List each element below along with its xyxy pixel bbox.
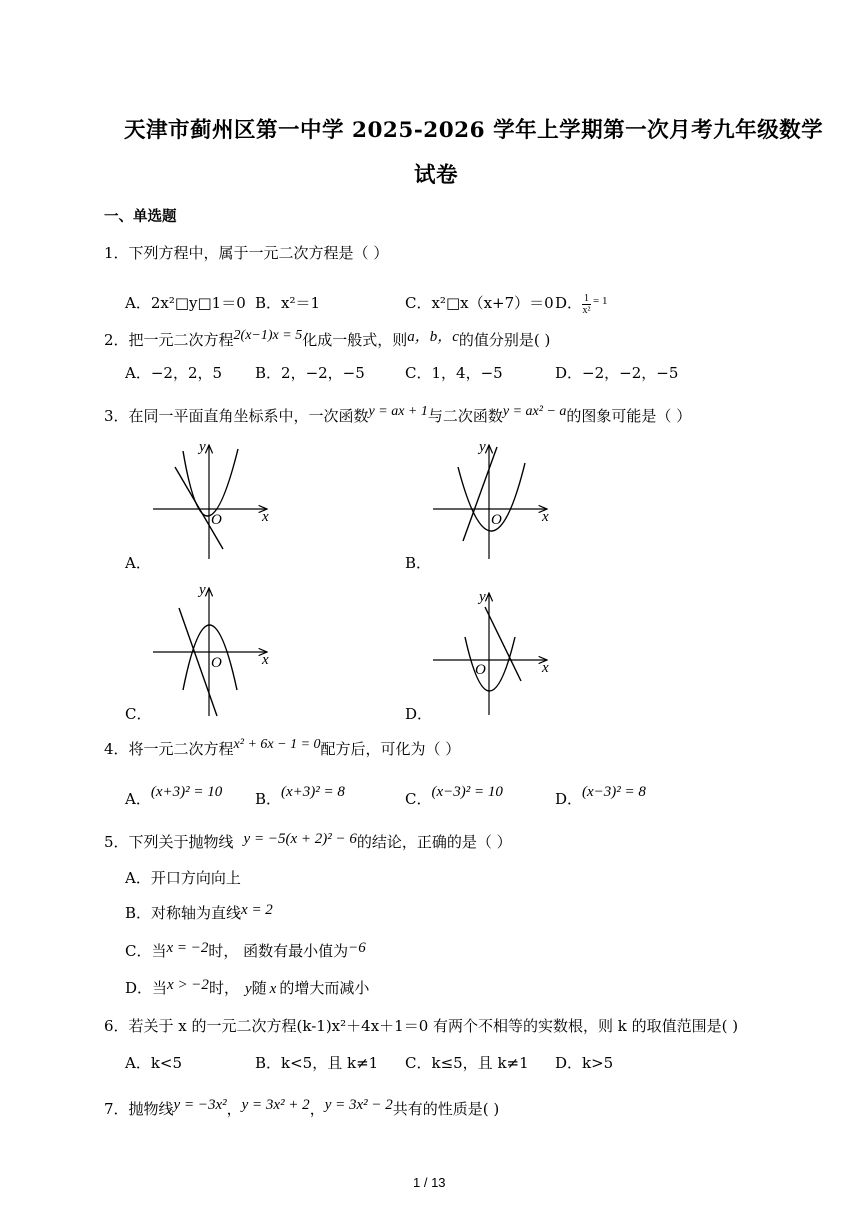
y-label: y bbox=[199, 439, 206, 455]
q3-stem bbox=[104, 404, 691, 426]
q3-label-b: B． bbox=[405, 554, 432, 572]
q5-d-post: 的增大而减小 bbox=[279, 979, 370, 997]
x-label: x bbox=[262, 509, 269, 525]
q4-d-label: D． bbox=[555, 790, 583, 808]
q3-func1: y = ax + 1 bbox=[368, 404, 428, 419]
q1-option-d bbox=[555, 283, 608, 316]
q4-c-expr: (x−3)² = 10 bbox=[431, 784, 503, 800]
q1-d-denominator: x² bbox=[582, 304, 591, 316]
x-label: x bbox=[542, 660, 549, 676]
q7-expr2: y = 3x² + 2 bbox=[241, 1097, 310, 1113]
q3-graph-c bbox=[145, 580, 280, 720]
q2-option-c: C．1，4，−5 bbox=[405, 364, 503, 382]
q3-label-a: A． bbox=[125, 554, 151, 572]
x-label: x bbox=[542, 509, 549, 525]
q4-c-label: C． bbox=[405, 790, 432, 808]
q1-option-a: A．2x²□y□1＝0 bbox=[125, 294, 246, 312]
q1-d-numerator: 1 bbox=[584, 292, 590, 304]
q4-stem bbox=[104, 737, 460, 759]
q3-post: 的图象可能是（ ） bbox=[566, 407, 692, 425]
q4-pre: 4．将一元二次方程 bbox=[104, 740, 234, 758]
page-number: 1 / 13 bbox=[413, 1175, 446, 1190]
doc-title-line2: 试卷 bbox=[414, 163, 459, 188]
q1-d-rest: = 1 bbox=[593, 295, 608, 307]
parabola bbox=[465, 637, 515, 691]
q5-d-mid2: 随 bbox=[251, 979, 267, 997]
x-label: x bbox=[262, 652, 269, 668]
q5-c-eq: x = −2 bbox=[166, 940, 209, 956]
q5-d-x: x bbox=[269, 981, 277, 997]
q2-option-d: D．−2，−2，−5 bbox=[555, 364, 679, 382]
q2-mid: 化成一般式，则 bbox=[302, 331, 408, 349]
q4-d-expr: (x−3)² = 8 bbox=[582, 784, 646, 800]
q5-option-d bbox=[125, 977, 369, 998]
q5-equation: y = −5(x + 2)² − 6 bbox=[243, 831, 357, 847]
q1-option-d-fraction bbox=[582, 293, 591, 316]
q5-b-pre: B．对称轴为直线 bbox=[125, 904, 242, 922]
q1-option-b: B．x²＝1 bbox=[255, 294, 321, 312]
q4-post: 配方后，可化为（ ） bbox=[320, 740, 461, 758]
q5-option-a: A．开口方向向上 bbox=[125, 869, 241, 887]
q5-stem bbox=[104, 831, 512, 852]
doc-title-line1: 天津市蓟州区第一中学 2025-2026 学年上学期第一次月考九年级数学 bbox=[124, 118, 824, 143]
q3-pre: 3．在同一平面直角坐标系中，一次函数 bbox=[104, 407, 369, 425]
q4-b-expr: (x+3)² = 8 bbox=[281, 784, 345, 800]
q2-option-a: A．−2，2，5 bbox=[125, 364, 223, 382]
q7-sep1: ， bbox=[226, 1100, 242, 1118]
origin-label: O bbox=[211, 655, 222, 671]
section-heading: 一、单选题 bbox=[104, 208, 177, 225]
q4-a-expr: (x+3)² = 10 bbox=[150, 784, 223, 800]
q4-option-d bbox=[555, 780, 646, 809]
y-label: y bbox=[199, 582, 206, 598]
q3-label-d: D． bbox=[405, 705, 433, 723]
q6-stem: 6．若关于 x 的一元二次方程(k-1)x²＋4x＋1＝0 有两个不相等的实数根，则 k 的取值范围是( ) bbox=[104, 1017, 739, 1035]
origin-label: O bbox=[491, 512, 502, 528]
q2-vars: a，b，c bbox=[407, 329, 459, 345]
q5-c-pre: C．当 bbox=[125, 942, 167, 960]
q4-b-label: B． bbox=[255, 790, 282, 808]
q5-d-mid: 时， bbox=[208, 979, 239, 997]
q7-post: 共有的性质是( ) bbox=[392, 1100, 500, 1118]
q4-option-b bbox=[255, 780, 345, 809]
q6-option-c: C．k≤5，且 k≠1 bbox=[405, 1054, 529, 1072]
q6-option-d: D．k>5 bbox=[555, 1054, 614, 1072]
q3-graph-b bbox=[425, 437, 560, 562]
q5-d-pre: D．当 bbox=[125, 979, 168, 997]
q3-mid: 与二次函数 bbox=[427, 407, 503, 425]
q1-stem: 1．下列方程中，属于一元二次方程是（ ） bbox=[104, 244, 389, 262]
q2-post: 的值分别是( ) bbox=[458, 331, 551, 349]
origin-label: O bbox=[475, 662, 486, 678]
y-label: y bbox=[479, 439, 486, 455]
q4-equation: x² + 6x − 1 = 0 bbox=[233, 737, 321, 752]
line bbox=[485, 607, 521, 681]
parabola bbox=[183, 449, 238, 516]
q1-option-d-label: D． bbox=[555, 294, 583, 312]
q7-sep2: ， bbox=[309, 1100, 325, 1118]
q3-graph-d bbox=[425, 585, 560, 720]
q5-c-mid: 时， 函数有最小值为 bbox=[208, 942, 349, 960]
q5-d-eq: x > −2 bbox=[167, 977, 209, 993]
q5-post: 的结论，正确的是（ ） bbox=[356, 833, 512, 851]
q4-a-label: A． bbox=[125, 790, 151, 808]
q7-expr3: y = 3x² − 2 bbox=[324, 1097, 393, 1113]
q5-c-val: −6 bbox=[348, 940, 366, 956]
q3-graph-a bbox=[145, 437, 280, 562]
q3-label-c: C． bbox=[125, 705, 152, 723]
q7-expr1: y = −3x² bbox=[173, 1097, 227, 1113]
q2-equation: 2(x−1)x = 5 bbox=[233, 328, 303, 343]
q7-stem bbox=[104, 1097, 499, 1119]
q3-func2: y = ax² − a bbox=[502, 404, 567, 419]
parabola bbox=[183, 625, 237, 690]
q2-stem bbox=[104, 325, 550, 350]
q4-option-a bbox=[125, 780, 222, 809]
q5-pre: 5．下列关于抛物线 bbox=[104, 833, 234, 851]
q6-option-b: B．k<5，且 k≠1 bbox=[255, 1054, 379, 1072]
origin-label: O bbox=[211, 512, 222, 528]
q5-d-y: y bbox=[244, 981, 252, 997]
q7-pre: 7．抛物线 bbox=[104, 1100, 174, 1118]
q5-option-c bbox=[125, 940, 366, 961]
q4-option-c bbox=[405, 780, 503, 809]
q6-option-a: A．k<5 bbox=[125, 1054, 183, 1072]
y-label: y bbox=[479, 589, 486, 605]
q1-option-c: C．x²□x（x+7）＝0 bbox=[405, 294, 554, 312]
q5-option-b bbox=[125, 902, 273, 923]
line bbox=[175, 467, 223, 549]
q2-option-b: B．2，−2，−5 bbox=[255, 364, 365, 382]
q2-pre: 2．把一元二次方程 bbox=[104, 331, 234, 349]
q5-b-eq: x = 2 bbox=[241, 902, 273, 918]
